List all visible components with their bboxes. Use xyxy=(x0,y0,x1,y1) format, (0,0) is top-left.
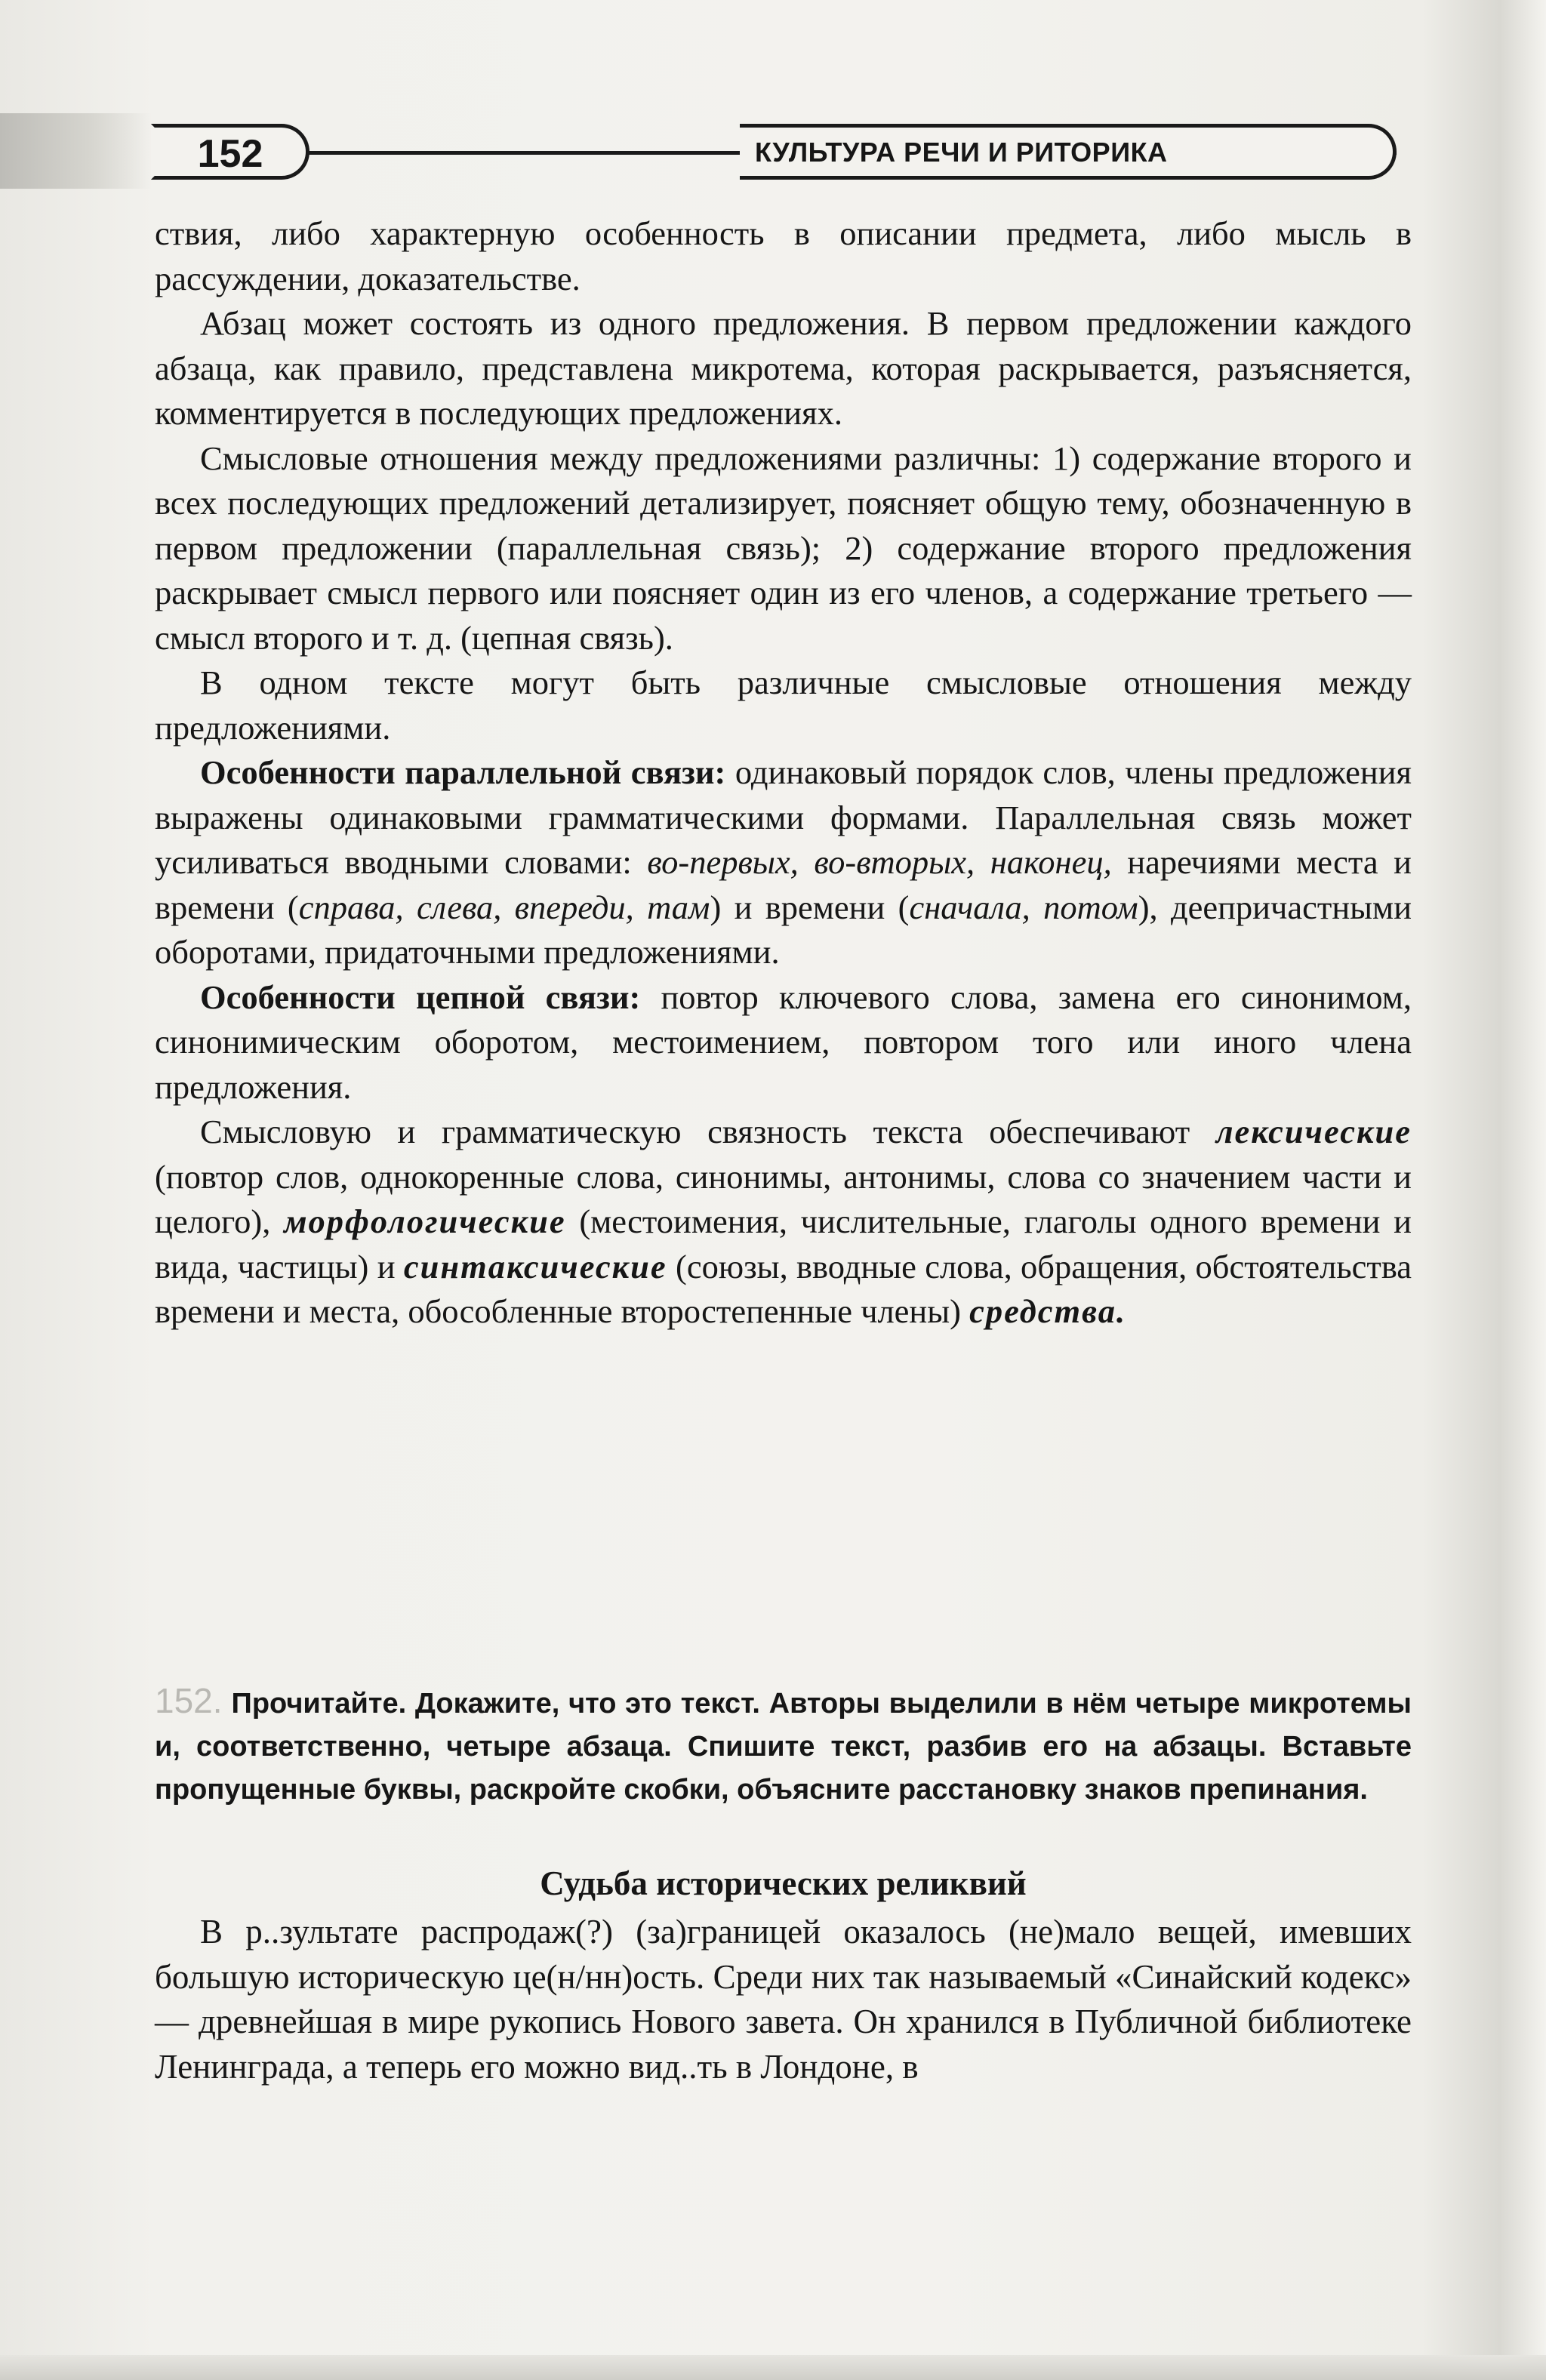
term-means: средства. xyxy=(969,1292,1127,1330)
page-number-frame xyxy=(151,124,310,180)
paragraph-3: Смысловые отношения между предложениями различны: 1) содержание второго и всех последующих предложений детализирует, поясняет общую тему, обозначенную в первом предложении (параллельная связь); 2) содержание второго предложения раскрывает смысл первого или поясняет один из его членов, а содержание третьего — смысл второго и т. д. (цепная связь). xyxy=(155,439,1412,657)
term-lexical: лексические xyxy=(1215,1113,1412,1150)
scan-bottom-edge xyxy=(0,2355,1546,2380)
body-text xyxy=(155,211,1412,1335)
exercise-number: 152. xyxy=(155,1681,223,1720)
text-run: одинаковый порядок слов, члены предложения выражены одинаковыми грамматическими формами. Параллельная связь может усиливаться вводными словами: xyxy=(155,753,1412,881)
example-words: во-первых, во-вторых, наконец, xyxy=(647,843,1112,881)
text-run: повтор ключевого слова, замена его синонимом, синонимическим оборотом, местоимением, повтором того или иного члена предложения. xyxy=(155,978,1412,1106)
term-parallel-link: Особенности параллельной связи: xyxy=(200,753,726,791)
example-words: справа, слева, впереди, там xyxy=(298,888,710,926)
text-run: (местоимения, числительные, глаголы одного времени и вида, частицы) и xyxy=(155,1202,1412,1285)
term-morphological: морфологические xyxy=(284,1202,566,1240)
text-run: (союзы, вводные слова, обращения, обстоятельства времени и места, обособленные второстепенные члены) xyxy=(155,1247,1412,1330)
exercise-paragraph: В р..зультате распродаж(?) (за)границей оказалось (не)мало вещей, имевших большую историческую це(н/нн)ость. Среди них так называемый «Синайский кодекс» — древнейшая в мире рукопись Нового завета. Он хранился в Публичной библиотеке Ленинграда, а теперь его можно вид..ть в Лондоне, в xyxy=(155,1913,1412,2086)
text-run: Смысловую и грамматическую связность текста обеспечивают xyxy=(200,1113,1216,1150)
paragraph-1: ствия, либо характерную особенность в описании предмета, либо мысль в рассуждении, доказательстве. xyxy=(155,214,1412,297)
paragraph-means xyxy=(155,1110,1412,1335)
text-run: наречиями места и времени ( xyxy=(155,843,1412,926)
task-instructions: Прочитайте. Докажите, что это текст. Авторы выделили в нём четыре микротемы и, соответственно, четыре абзаца. Спишите текст, разбив его на абзацы. Вставьте пропущенные буквы, раскройте скобки, объясните расстановку знаков препинания. xyxy=(155,1688,1412,1806)
exercise-task xyxy=(155,1680,1412,1812)
term-chain-link: Особенности цепной связи: xyxy=(200,978,641,1016)
example-words: сначала, потом xyxy=(909,888,1138,926)
running-title: КУЛЬТУРА РЕЧИ И РИТОРИКА xyxy=(755,137,1168,168)
paragraph-4: В одном тексте могут быть различные смысловые отношения между предложениями. xyxy=(155,664,1412,747)
exercise-title: Судьба исторических реликвий xyxy=(540,1864,1027,1902)
exercise-text xyxy=(155,1910,1412,2089)
page-header xyxy=(151,121,1397,181)
term-syntactic: синтаксические xyxy=(403,1247,667,1285)
text-run: (повтор слов, однокоренные слова, синонимы, антонимы, слова со значением части и целого), xyxy=(155,1157,1412,1240)
page-number: 152 xyxy=(197,132,263,176)
text-run: ), деепричастными оборотами, придаточными предложениями. xyxy=(155,888,1412,971)
paragraph-2: Абзац может состоять из одного предложения. В первом предложении каждого абзаца, как правило, представлена микротема, которая раскрывается, разъясняется, комментируется в последующих предложениях. xyxy=(155,304,1412,432)
text-run: ) и времени ( xyxy=(710,888,910,926)
paragraph-chain-link xyxy=(155,975,1412,1110)
paragraph-parallel-link xyxy=(155,750,1412,975)
scan-shadow xyxy=(0,113,151,189)
